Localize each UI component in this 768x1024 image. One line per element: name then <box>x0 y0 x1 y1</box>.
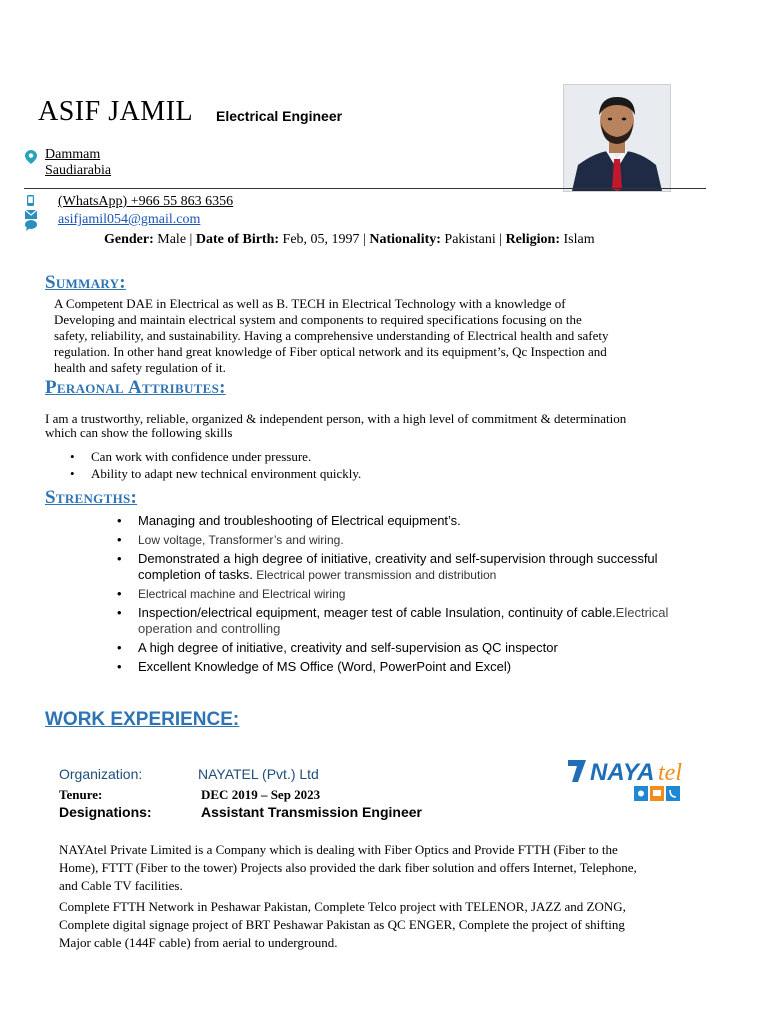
bullet-icon: • <box>117 659 122 674</box>
list-item <box>70 465 362 482</box>
gender-value: Male | <box>153 232 196 247</box>
tenure-label: Tenure: <box>59 787 103 802</box>
job-title: Electrical Engineer <box>216 108 343 124</box>
location-country: Saudiarabia <box>45 163 112 178</box>
strength-text: Low voltage, Transformer’s and wiring. <box>138 533 344 547</box>
attributes-intro-line: which can show the following skills <box>45 425 233 440</box>
location-city: Dammam <box>45 147 101 162</box>
list-item <box>117 513 710 529</box>
list-item <box>117 586 710 602</box>
summary-text <box>54 296 714 376</box>
list-item <box>117 605 710 637</box>
summary-line: regulation. In other hand great knowledge of Fiber optical network and its equipment’s, Qc Inspection and <box>54 344 607 359</box>
list-item <box>70 448 361 465</box>
attributes-heading: Peraonal Attributes: <box>45 377 226 398</box>
organization-value: NAYATEL (Pvt.) Ltd <box>198 766 319 782</box>
phone-number[interactable]: (WhatsApp) +966 55 863 6356 <box>58 194 234 209</box>
description-line: and Cable TV facilities. <box>59 878 183 893</box>
strengths-list <box>117 513 710 678</box>
nationality-value: Pakistani | <box>440 232 506 247</box>
nationality-label: Nationality: <box>369 232 441 247</box>
header-divider <box>24 188 706 189</box>
strength-text: Inspection/electrical equipment, meager test of cable Insulation, continuity of cable. <box>138 605 616 620</box>
strength-text: Excellent Knowledge of MS Office (Word, PowerPoint and Excel) <box>138 659 512 674</box>
logo-text-tail: tel <box>658 760 682 786</box>
summary-line: health and safety regulation of it. <box>54 360 226 375</box>
list-item <box>117 532 710 548</box>
religion-label: Religion: <box>505 232 561 247</box>
bullet-icon: • <box>117 605 122 620</box>
strength-text: A high degree of initiative, creativity and self-supervision as QC inspector <box>138 640 558 655</box>
attributes-list <box>70 448 362 482</box>
work-experience-heading: WORK EXPERIENCE: <box>45 709 240 730</box>
attribute-text: Ability to adapt new technical environment quickly. <box>91 466 362 481</box>
profile-photo <box>563 84 671 192</box>
summary-line: A Competent DAE in Electrical as well as B. TECH in Electrical Technology with a knowledge of <box>54 296 566 311</box>
bullet-icon: • <box>117 532 122 547</box>
bullet-icon: • <box>70 449 75 464</box>
attribute-text: Can work with confidence under pressure. <box>91 449 312 464</box>
designation-value: Assistant Transmission Engineer <box>201 804 422 820</box>
strength-text: Electrical machine and Electrical wiring <box>138 587 346 601</box>
nayatel-logo <box>566 756 708 811</box>
logo-text: NAYA <box>590 759 655 786</box>
list-item <box>117 551 710 583</box>
strength-text: Managing and troubleshooting of Electrical equipment’s. <box>138 513 461 528</box>
attributes-intro-line: I am a trustworthy, reliable, organized & independent person, with a high level of commitment & determination <box>45 411 627 426</box>
description-line: Major cable (144F cable) from aerial to underground. <box>59 935 338 950</box>
bullet-icon: • <box>117 586 122 601</box>
list-item <box>117 659 710 675</box>
attributes-intro <box>45 412 725 440</box>
bullet-icon: • <box>117 640 122 655</box>
location-pin-icon <box>25 150 37 169</box>
summary-line: safety, reliability, and sustainability. Having a comprehensive understanding of Electrical health and safety <box>54 328 609 343</box>
bullet-icon: • <box>117 551 122 566</box>
email-link[interactable]: asifjamil054@gmail.com <box>58 212 201 227</box>
bullet-icon: • <box>117 513 122 528</box>
location <box>45 147 111 179</box>
list-item <box>117 640 710 656</box>
strengths-heading: Strengths: <box>45 487 138 508</box>
designation-label: Designations: <box>59 804 152 820</box>
strength-subtext: Electrical operation and controlling <box>138 605 669 636</box>
summary-line: Developing and maintain electrical system and components to required specifications focusing on the <box>54 312 582 327</box>
candidate-name: ASIF JAMIL <box>38 96 194 127</box>
strength-subtext: Electrical power transmission and distribution <box>252 568 497 582</box>
personal-details <box>104 232 595 248</box>
religion-value: Islam <box>560 232 595 247</box>
company-description <box>59 841 709 895</box>
description-line: Home), FTTT (Fiber to the tower) Projects also provided the dark fiber solution and offers Internet, Telephone, <box>59 860 637 875</box>
chat-icon <box>25 218 37 236</box>
tenure-value: DEC 2019 – Sep 2023 <box>201 787 321 802</box>
bullet-icon: • <box>70 466 75 481</box>
dob-label: Date of Birth: <box>195 232 280 247</box>
organization-label: Organization: <box>59 766 143 782</box>
dob-value: Feb, 05, 1997 | <box>279 232 370 247</box>
description-line: Complete FTTH Network in Peshawar Pakistan, Complete Telco project with TELENOR, JAZZ and ZONG, <box>59 899 626 914</box>
project-description <box>59 898 709 952</box>
summary-heading: Summary: <box>45 272 126 293</box>
strength-text: Demonstrated a high degree of initiative, creativity and self-supervision through successful completion of tasks. <box>138 551 658 582</box>
description-line: NAYAtel Private Limited is a Company which is dealing with Fiber Optics and Provide FTTH (Fiber to the <box>59 842 618 857</box>
description-line: Complete digital signage project of BRT Peshawar Pakistan as QC ENGER, Complete the project of shifting <box>59 917 625 932</box>
gender-label: Gender: <box>104 232 154 247</box>
